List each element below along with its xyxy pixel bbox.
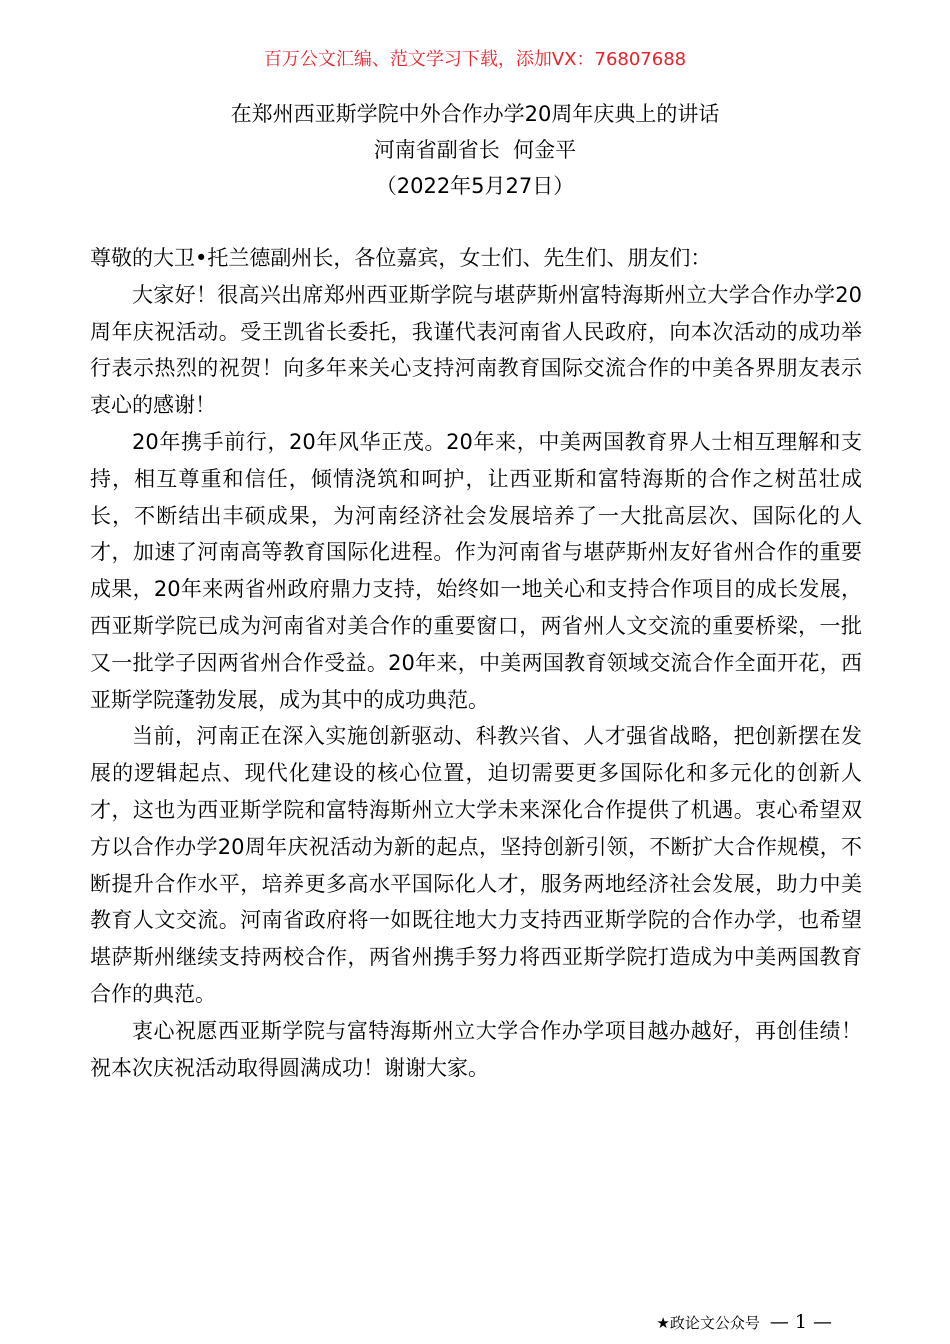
paragraph-2: 20年携手前行，20年风华正茂。20年来，中美两国教育界人士相互理解和支持，相互尊重和信任，倾情浇筑和呵护，让西亚斯和富特海斯的合作之树茁壮成长，不断结出丰硕成果，为河南经济社会发展培养了一大批高层次、国际化的人才，加速了河南高等教育国际化进程。作为河南省与堪萨斯州友好省州合作的重要成果，20年来两省州政府鼎力支持，始终如一地关心和支持合作项目的成长发展，西亚斯学院已成为河南省对美合作的重要窗口，两省州人文交流的重要桥梁，一批又一批学子因两省州合作受益。20年来，中美两国教育领域交流合作全面开花，西亚斯学院蓬勃发展，成为其中的成功典范。 [90,429,862,712]
footer-source: ★政论文公众号 [656,1314,760,1332]
paragraph-3: 当前，河南正在深入实施创新驱动、科教兴省、人才强省战略，把创新摆在发展的逻辑起点、现代化建设的核心位置，迫切需要更多国际化和多元化的创新人才，这也为西亚斯学院和富特海斯州立大学未来深化合作提供了机遇。衷心希望双方以合作办学20周年庆祝活动为新的起点，坚持创新引领，不断扩大合作规模，不断提升合作水平，培养更多高水平国际化人才，服务两地经济社会发展，助力中美教育人文交流。河南省政府将一如既往地大力支持西亚斯学院的合作办学，也希望堪萨斯州继续支持两校合作，两省州携手努力将西亚斯学院打造成为中美两国教育合作的典范。 [90,724,862,1006]
speech-body [90,240,862,1086]
paragraph-1: 大家好！很高兴出席郑州西亚斯学院与堪萨斯州富特海斯州立大学合作办学20周年庆祝活动。受王凯省长委托，我谨代表河南省人民政府，向本次活动的成功举行表示热烈的祝贺！向多年来关心支持河南教育国际交流合作的中美各界朋友表示衷心的感谢！ [90,282,862,418]
header-banner: 百万公文汇编、范文学习下载，添加VX：76807688 [263,49,687,70]
speech-title: 在郑州西亚斯学院中外合作办学20周年庆典上的讲话 [230,102,720,126]
paragraph-4: 衷心祝愿西亚斯学院与富特海斯州立大学合作办学项目越办越好，再创佳绩！祝本次庆祝活动取得圆满成功！谢谢大家。 [90,1018,862,1080]
title-block [0,96,950,204]
page-footer [656,1310,832,1335]
speaker-line: 河南省副省长 何金平 [373,138,577,162]
salutation: 尊敬的大卫•托兰德副州长，各位嘉宾，女士们、先生们、朋友们： [90,246,712,270]
speech-date: （2022年5月27日） [375,174,575,198]
page-number: — 1 — [769,1311,832,1333]
